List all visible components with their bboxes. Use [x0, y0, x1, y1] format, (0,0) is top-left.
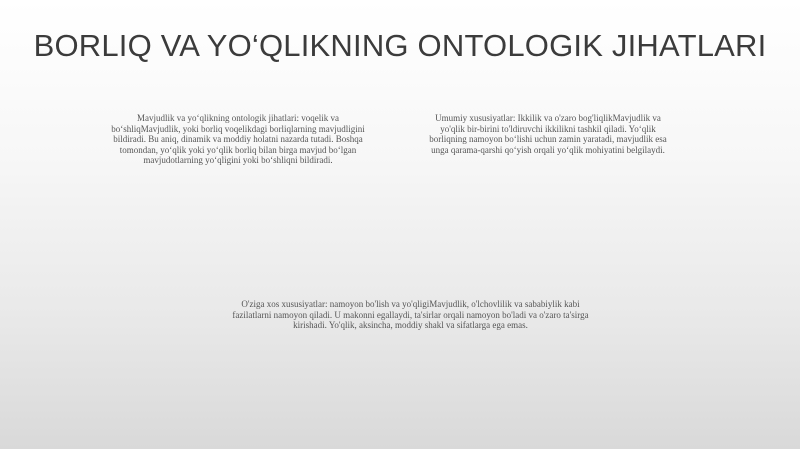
text-block-bottom: O'ziga xos xususiyatlar: namoyon bo'lish va yo'qligiMavjudlik, o'lchovlilik va sababiylik kabi fazilatlarni namoyon qiladi. U makonni egallaydi, ta'sirlar orqali namoyon bo'ladi va o'zaro ta'sirga kirishadi. Yo'qlik, aksincha, moddiy shakl va sifatlarga ega emas.	[232, 299, 589, 331]
slide-title: BORLIQ VA YO‘QLIKNING ONTOLOGIK JIHATLARI	[33, 28, 767, 63]
text-block-left: Mavjudlik va yo‘qlikning ontologik jihatlari: voqelik va bo‘shliqMavjudlik, yoki borliq voqelikdagi borliqlarning mavjudligini bildiradi. Bu aniq, dinamik va moddiy holatni nazarda tutadi. Boshqa tomondan, yo‘qlik yoki yo‘qlik borliq bilan birga mavjud bo‘lgan mavjudotlarning yo‘qligini yoki bo‘shliqni bildiradi.	[111, 113, 365, 166]
text-block-right: Umumiy xususiyatlar: Ikkilik va o'zaro bog'liqlikMavjudlik va yo'qlik bir-birini to'ldiruvchi ikkilikni tashkil qiladi. Yo‘qlik borliqning namoyon bo‘lishi uchun zamin yaratadi, mavjudlik esa unga qarama-qarshi qo‘yish orqali yo‘qlik mohiyatini belgilaydi.	[429, 113, 667, 155]
